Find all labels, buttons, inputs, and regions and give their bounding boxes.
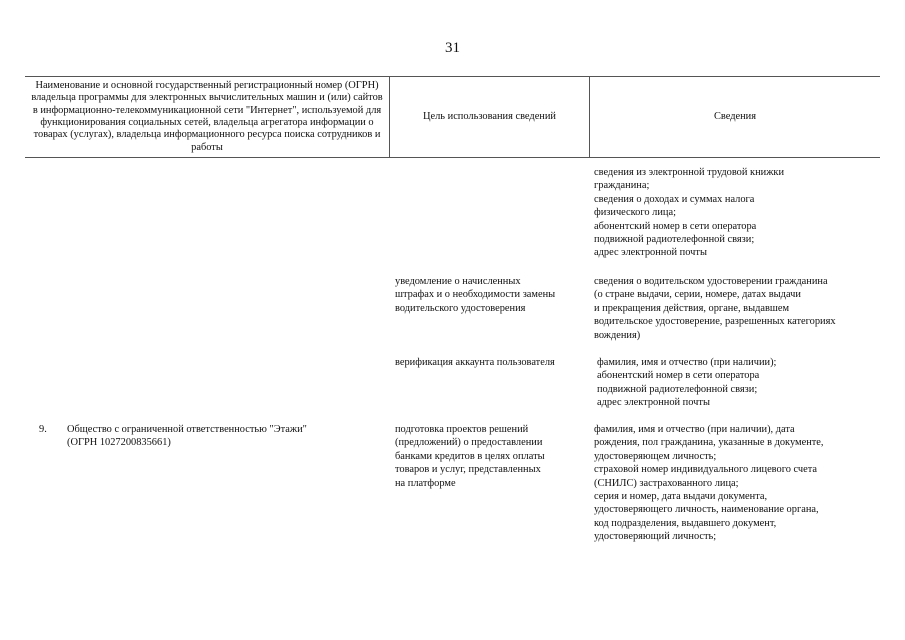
table-header <box>25 76 880 158</box>
header-purpose: Цель использования сведений <box>389 77 589 157</box>
row-number: 9. <box>39 424 47 435</box>
row-info: фамилия, имя и отчество (при наличии), дата рождения, пол гражданина, указанные в документе, удостоверяющем личность; страховой номер индивидуального лицевого счета (СНИЛС) застрахованного лица; серия и номер, дата выдачи документа, удостоверяющего личность, наименование органа, код подразделения, выдавшего документ, удостоверяющий личность; <box>594 424 824 543</box>
row-owner: Общество с ограниченной ответственностью "Этажи" (ОГРН 1027200835661) <box>67 424 307 449</box>
row-purpose: подготовка проектов решений (предложений) о предоставлении банками кредитов в целях оплаты товаров и услуг, представленных на платформе <box>395 424 545 489</box>
header-info: Сведения <box>589 77 880 157</box>
row-info: фамилия, имя и отчество (при наличии); абонентский номер в сети оператора подвижной радиотелефонной связи; адрес электронной почты <box>597 357 777 409</box>
row-purpose: верификация аккаунта пользователя <box>395 357 555 368</box>
row-info: сведения о водительском удостоверении гражданина (о стране выдачи, серии, номере, датах выдачи и прекращения действия, органе, выдавшем водительское удостоверение, разрешенных категориях вождения) <box>594 276 836 341</box>
row-info: сведения из электронной трудовой книжки гражданина; сведения о доходах и суммах налога физического лица; абонентский номер в сети оператора подвижной радиотелефонной связи; адрес электронной почты <box>594 167 784 259</box>
header-owner: Наименование и основной государственный регистрационный номер (ОГРН) владельца программы для электронных вычислительных машин и (или) сайтов в информационно-телекоммуникационной сети "Интернет", используемой для функционирования социальных сетей, владельца агрегатора информации о товарах (услугах), владельца информационного ресурса поиска сотрудников и работы <box>31 79 383 153</box>
row-purpose: уведомление о начисленных штрафах и о необходимости замены водительского удостоверения <box>395 276 556 314</box>
page-number: 31 <box>445 40 460 56</box>
